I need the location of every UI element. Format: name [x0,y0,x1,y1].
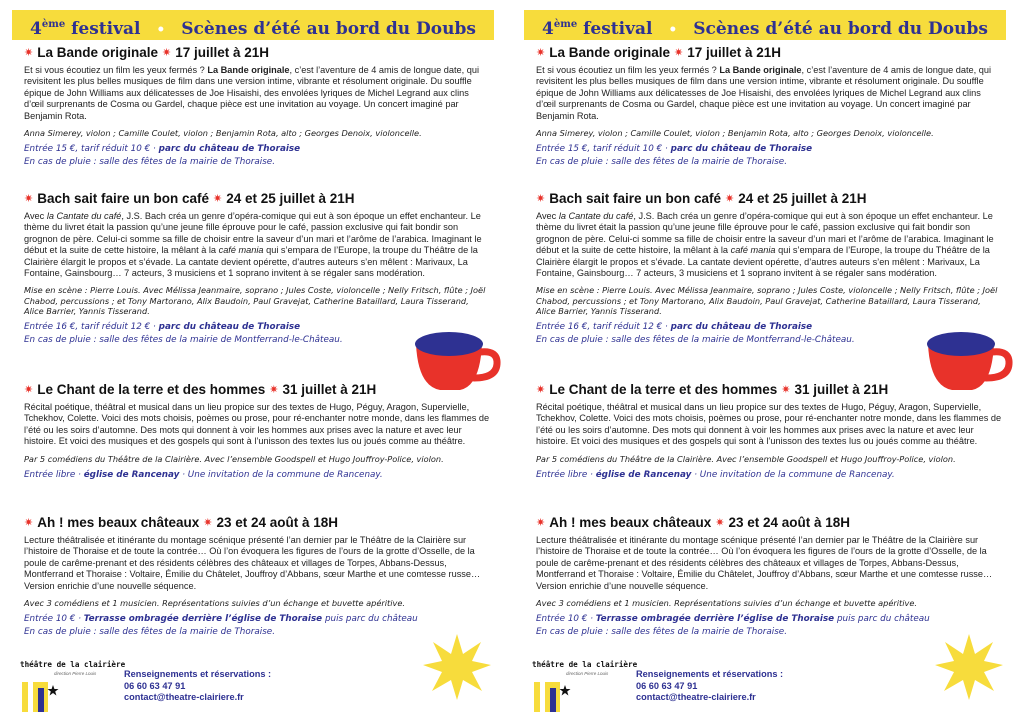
event-credits: Anna Simerey, violon ; Camille Coulet, violon ; Benjamin Rota, alto ; Georges Denoix, violoncelle. [536,128,934,139]
theatre-logo: théâtre de la clairière direction Pierre Louis [20,660,118,720]
event-beaux-chateaux [536,514,1002,639]
festival-banner [524,10,1006,40]
logo-mark-icon [22,680,62,714]
event-title: ✷ La Bande originale ✷ 17 juillet à 21H [536,45,782,60]
event-title: ✷ Le Chant de la terre et des hommes ✷ 31 juillet à 21H [24,382,377,397]
event-info: Entrée 10 € · Terrasse ombragée derrière l’église de Thoraise puis parc du château En cas de pluie : salle des fêtes de la mairie de Thoraise. [24,614,418,638]
event-description: Avec la Cantate du café, J.S. Bach créa un genre d’opéra-comique qui eut à son époque un effet enchanteur. Le thème du livret était la passion qu’une jeune fille éprouve pour le café, passion exclusive qui fait bondir son grognon de père. Celui-ci somme sa fille de choisir entre la saveur d’un mari et l’arôme de l’arabica. Imaginant le début et la suite de cette histoire, la mêlant à la café mania qui s’empara de l’Europe, la troupe du Théâtre de la Clairière élargit le propos et s’évade. La cantate devient opérette, d’autres auteurs s’en mêlent : Marivaux, La Fontaine, Gainsbourg… 7 acteurs, 3 musiciens et 1 soprano invitent à se régaler sans modération. [536,211,994,279]
flyer-panel-right [524,0,1020,724]
event-bach-cafe [536,190,1002,347]
event-credits: Avec 3 comédiens et 1 musicien. Représentations suivies d’un échange et buvette apéritive. [536,598,918,609]
event-info: Entrée libre · église de Rancenay · Une invitation de la commune de Rancenay. [24,469,383,480]
red-star-icon: ✷ [269,384,279,396]
red-star-icon: ✷ [213,193,223,205]
event-title: ✷ Ah ! mes beaux châteaux ✷ 23 et 24 août à 18H [536,515,851,530]
event-info: Entrée 16 €, tarif réduit 12 € · parc du château de Thoraise En cas de pluie : salle des fêtes de la mairie de Montferrand-le-Château. [24,322,343,346]
sun-icon [422,632,492,702]
event-credits: Avec 3 comédiens et 1 musicien. Représentations suivies d’un échange et buvette apéritive. [24,598,406,609]
red-star-icon: ✷ [24,384,34,396]
event-description: Lecture théâtralisée et itinérante du montage scénique présenté l’an dernier par le Théâtre de la Clairière sur l’histoire de Thoraise et de toute la contrée… Où l’on évoquera les figures de l’ours de la grotte d’Osselle, de la poule de carême-prenant et des résidents célèbres des châteaux et villages de Torpes, Abbans-Dessus, Montferrand et Thoraise : Voltaire, Émilie du Châtelet, Jouffroy d’Abbans, sœur Marthe et une comtesse russe… Version enrichie d’une nouvelle séquence. [536,535,993,591]
contact-block: Renseignements et réservations : 06 60 63 47 91 contact@theatre-clairiere.fr [636,669,784,703]
red-star-icon: ✷ [536,517,546,529]
red-star-icon: ✷ [536,193,546,205]
theatre-logo: théâtre de la clairière direction Pierre Louis [532,660,630,720]
event-bande-originale [24,44,490,169]
coffee-cup-icon [922,326,1014,396]
event-description: Récital poétique, théâtral et musical dans un lieu propice sur des textes de Hugo, Péguy, Aragon, Supervielle, Tchekhov, Colette. Voici des mots choisis, poèmes ou prose, pour ré-enchanter notre monde, dans les flammes de l’été ou les soirs d’automne. Des mots qui donnent à voir les hommes aux prises avec la nature et avec leur histoire. Et voici des musiques et des gospels qui sont à l’unisson des textes lus ou joués comme au théâtre. [24,402,490,447]
red-star-icon: ✷ [536,47,546,59]
red-star-icon: ✷ [781,384,791,396]
event-credits: Mise en scène : Pierre Louis. Avec Mélissa Jeanmaire, soprano ; Jules Coste, violoncelle ; Nelly Fritsch, flûte ; Joël Chabod, percussions ; et Tony Martorano, Alix Baudoin, Paul Gravejat, Catherine Bataillard, Laura Tisserand, Alice Barrier, Yannis Tisserand. [536,285,998,316]
event-title: ✷ La Bande originale ✷ 17 juillet à 21H [24,45,270,60]
red-star-icon: ✷ [725,193,735,205]
red-star-icon: ✷ [674,47,684,59]
event-info: Entrée 15 €, tarif réduit 10 € · parc du château de Thoraise En cas de pluie : salle des fêtes de la mairie de Thoraise. [536,144,813,168]
banner-title: 4ème festival • Scènes d’été au bord du Doubs [30,19,476,39]
red-star-icon: ✷ [162,47,172,59]
event-chant-terre [536,381,1002,482]
logo-mark-icon [534,680,574,714]
event-bande-originale [536,44,1002,169]
phone-number[interactable]: 06 60 63 47 91 [636,680,698,691]
banner-title: 4ème festival • Scènes d’été au bord du Doubs [542,19,988,39]
event-title: ✷ Bach sait faire un bon café ✷ 24 et 25 juillet à 21H [536,191,867,206]
red-star-icon: ✷ [536,384,546,396]
event-title: ✷ Bach sait faire un bon café ✷ 24 et 25 juillet à 21H [24,191,355,206]
event-credits: Anna Simerey, violon ; Camille Coulet, violon ; Benjamin Rota, alto ; Georges Denoix, violoncelle. [24,128,422,139]
event-credits: Par 5 comédiens du Théâtre de la Clairière. Avec l’ensemble Goodspell et Hugo Jouffroy-Police, violon. [536,453,956,464]
event-credits: Mise en scène : Pierre Louis. Avec Mélissa Jeanmaire, soprano ; Jules Coste, violoncelle ; Nelly Fritsch, flûte ; Joël Chabod, percussions ; et Tony Martorano, Alix Baudoin, Paul Gravejat, Catherine Bataillard, Laura Tisserand, Alice Barrier, Yannis Tisserand. [24,285,486,316]
event-info: Entrée libre · église de Rancenay · Une invitation de la commune de Rancenay. [536,469,895,480]
event-title: ✷ Le Chant de la terre et des hommes ✷ 31 juillet à 21H [536,382,889,397]
phone-number[interactable]: 06 60 63 47 91 [124,680,186,691]
event-credits: Par 5 comédiens du Théâtre de la Clairière. Avec l’ensemble Goodspell et Hugo Jouffroy-Police, violon. [24,453,444,464]
email-link[interactable]: contact@theatre-clairiere.fr [124,692,244,703]
festival-banner [12,10,494,40]
event-description: Et si vous écoutiez un film les yeux fermés ? La Bande originale, c’est l’aventure de 4 amis de longue date, qui revisitent les plus belles musiques de film dans une version intime, vibrante et résolument originale. Du souffle épique de John Williams aux délicatesses de Joe Hisaishi, des envolées lyriques de Michel Legrand aux clins d’œil surprenants de Cosma ou Gardel, chaque pièce est une invitation au voyage. Un concert imaginé par Benjamin Rota. [24,65,480,121]
red-star-icon: ✷ [715,517,725,529]
event-description: Récital poétique, théâtral et musical dans un lieu propice sur des textes de Hugo, Péguy, Aragon, Supervielle, Tchekhov, Colette. Voici des mots choisis, poèmes ou prose, pour ré-enchanter notre monde, dans les flammes de l’été ou les soirs d’automne. Des mots qui donnent à voir les hommes aux prises avec la nature et avec leur histoire. Et voici des musiques et des gospels qui sont à l’unisson des textes lus ou joués comme au théâtre. [536,402,1002,447]
red-star-icon: ✷ [24,517,34,529]
event-description: Lecture théâtralisée et itinérante du montage scénique présenté l’an dernier par le Théâtre de la Clairière sur l’histoire de Thoraise et de toute la contrée… Où l’on évoquera les figures de l’ours de la grotte d’Osselle, de la poule de carême-prenant et des résidents célèbres des châteaux et villages de Torpes, Abbans-Dessus, Montferrand et Thoraise : Voltaire, Émilie du Châtelet, Jouffroy d’Abbans, sœur Marthe et une comtesse russe… Version enrichie d’une nouvelle séquence. [24,535,481,591]
event-info: Entrée 10 € · Terrasse ombragée derrière l’église de Thoraise puis parc du château En cas de pluie : salle des fêtes de la mairie de Thoraise. [536,614,930,638]
event-info: Entrée 15 €, tarif réduit 10 € · parc du château de Thoraise En cas de pluie : salle des fêtes de la mairie de Thoraise. [24,144,301,168]
red-star-icon: ✷ [203,517,213,529]
event-description: Avec la Cantate du café, J.S. Bach créa un genre d’opéra-comique qui eut à son époque un effet enchanteur. Le thème du livret était la passion qu’une jeune fille éprouve pour le café, passion exclusive qui fait bondir son grognon de père. Celui-ci somme sa fille de choisir entre la saveur d’un mari et l’arôme de l’arabica. Imaginant le début et la suite de cette histoire, la mêlant à la café mania qui s’empara de l’Europe, la troupe du Théâtre de la Clairière élargit le propos et s’évade. La cantate devient opérette, d’autres auteurs s’en mêlent : Marivaux, La Fontaine, Gainsbourg… 7 acteurs, 3 musiciens et 1 soprano invitent à se régaler sans modération. [24,211,482,279]
event-bach-cafe [24,190,490,347]
event-title: ✷ Ah ! mes beaux châteaux ✷ 23 et 24 août à 18H [24,515,339,530]
red-star-icon: ✷ [24,193,34,205]
sun-icon [934,632,1004,702]
contact-block: Renseignements et réservations : 06 60 63 47 91 contact@theatre-clairiere.fr [124,669,272,703]
red-star-icon: ✷ [24,47,34,59]
coffee-cup-icon [410,326,502,396]
flyer-panel-left [12,0,508,724]
event-chant-terre [24,381,490,482]
event-beaux-chateaux [24,514,490,639]
event-description: Et si vous écoutiez un film les yeux fermés ? La Bande originale, c’est l’aventure de 4 amis de longue date, qui revisitent les plus belles musiques de film dans une version intime, vibrante et résolument originale. Du souffle épique de John Williams aux délicatesses de Joe Hisaishi, des envolées lyriques de Michel Legrand aux clins d’œil surprenants de Cosma ou Gardel, chaque pièce est une invitation au voyage. Un concert imaginé par Benjamin Rota. [536,65,992,121]
email-link[interactable]: contact@theatre-clairiere.fr [636,692,756,703]
event-info: Entrée 16 €, tarif réduit 12 € · parc du château de Thoraise En cas de pluie : salle des fêtes de la mairie de Montferrand-le-Château. [536,322,855,346]
